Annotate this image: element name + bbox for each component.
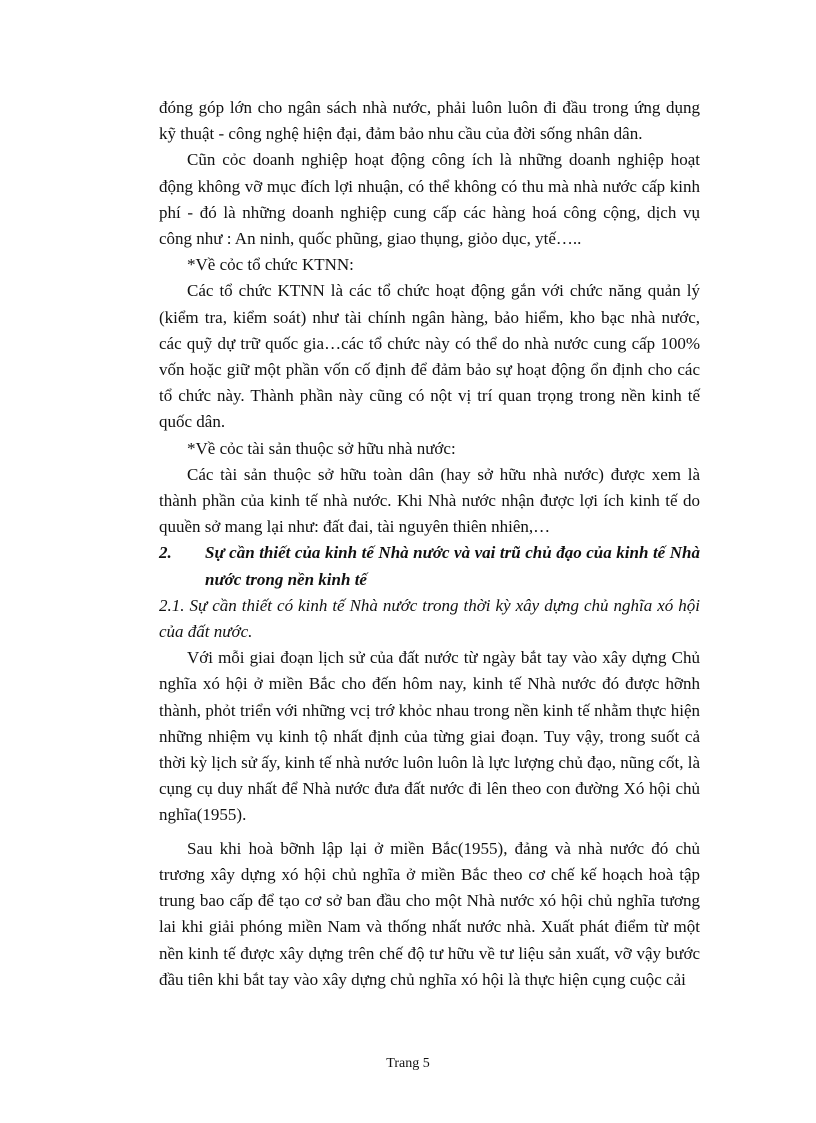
section-heading	[159, 540, 700, 592]
paragraph-label-organizations: *Về cỏc tổ chức KTNN:	[187, 255, 354, 275]
paragraph-after-1955: Sau khi hoà bỡnh lập lại ở miền Bắc(1955), đảng và nhà nước đó chủ trương xây dựng xó hội chủ nghĩa ở miền Bắc theo cơ chế kế hoạch hoà tập trung bao cấp để tạo cơ sở ban đầu cho một Nhà nước xó hội chủ nghĩa tương lai khi giải phóng miền Nam và thống nhất nước nhà. Xuất phát điểm từ một nền kinh tế được xây dựng trên chế độ tư hữu về tư liệu sản xuất, vỡ vậy bước đầu tiên khi bắt tay vào xây dựng chủ nghĩa xó hội là thực hiện cụng cuộc cải	[159, 838, 700, 989]
paragraph-organizations: Các tổ chức KTNN là các tổ chức hoạt động gắn với chức năng quản lý (kiểm tra, kiểm soát) như tài chính ngân hàng, bảo hiểm, kho bạc nhà nước, các quỹ dự trữ quốc gia…các tổ chức này có thể do nhà nước cung cấp 100% vốn hoặc giữ một phần vốn cố định để đảm bảo sự hoạt động ổn định cho các tổ chức này. Thành phần này cũng có nột vị trí quan trọng trong nền kinh tế quốc dân.	[159, 281, 700, 432]
subsection-heading: 2.1. Sự cần thiết có kinh tế Nhà nước trong thời kỳ xây dựng chủ nghĩa xó hội của đất nước.	[159, 595, 700, 642]
paragraph-history: Với mỗi giai đoạn lịch sử của đất nước từ ngày bắt tay vào xây dựng Chủ nghĩa xó hội ở miền Bắc cho đến hôm nay, kinh tế Nhà nước đó được hỡnh thành, phỏt triển với những vcị trớ khỏc nhau trong nền kinh tế nhằm thực hiện những nhiệm vụ kinh tộ nhất định của từng giai đoạn. Tuy vậy, trong suốt cả thời kỳ lịch sử ấy, kinh tế nhà nước luôn luôn là lực lượng chủ đạo, nũng cốt, là cụng cụ duy nhất để Nhà nước đưa đất nước đi lên theo con đường Xó hội chủ nghĩa(1955).	[159, 648, 700, 825]
paragraph-continuation: đóng góp lớn cho ngân sách nhà nước, phải luôn luôn đi đầu trong ứng dụng kỹ thuật - công nghệ hiện đại, đảm bảo nhu cầu của đời sống nhân dân.	[159, 98, 700, 144]
section-title: Sự cần thiết của kinh tế Nhà nước và vai trũ chủ đạo của kinh tế Nhà nước trong nền kinh tế	[205, 543, 700, 589]
paragraph-public-enterprises: Cũn cỏc doanh nghiệp hoạt động công ích là những doanh nghiệp hoạt động không vỡ mục đích lợi nhuận, có thể không có thu mà nhà nước cấp kinh phí - đó là những doanh nghiệp cung cấp các hàng hoá công cộng, dịch vụ công như : An ninh, quốc phũng, giao thụng, giỏo dục, ytế…..	[159, 150, 700, 249]
section-number: 2.	[159, 543, 172, 563]
paragraph-assets: Các tài sản thuộc sở hữu toàn dân (hay sở hữu nhà nước) được xem là thành phần của kinh tế nhà nước. Khi Nhà nước nhận được lợi ích kinh tế do quuền sở mang lại như: đất đai, tài nguyên thiên nhiên,…	[159, 464, 700, 537]
document-page	[159, 95, 700, 993]
page-number: Trang 5	[386, 1056, 430, 1071]
paragraph-label-assets: *Về cỏc tài sản thuộc sở hữu nhà nước:	[187, 438, 456, 458]
